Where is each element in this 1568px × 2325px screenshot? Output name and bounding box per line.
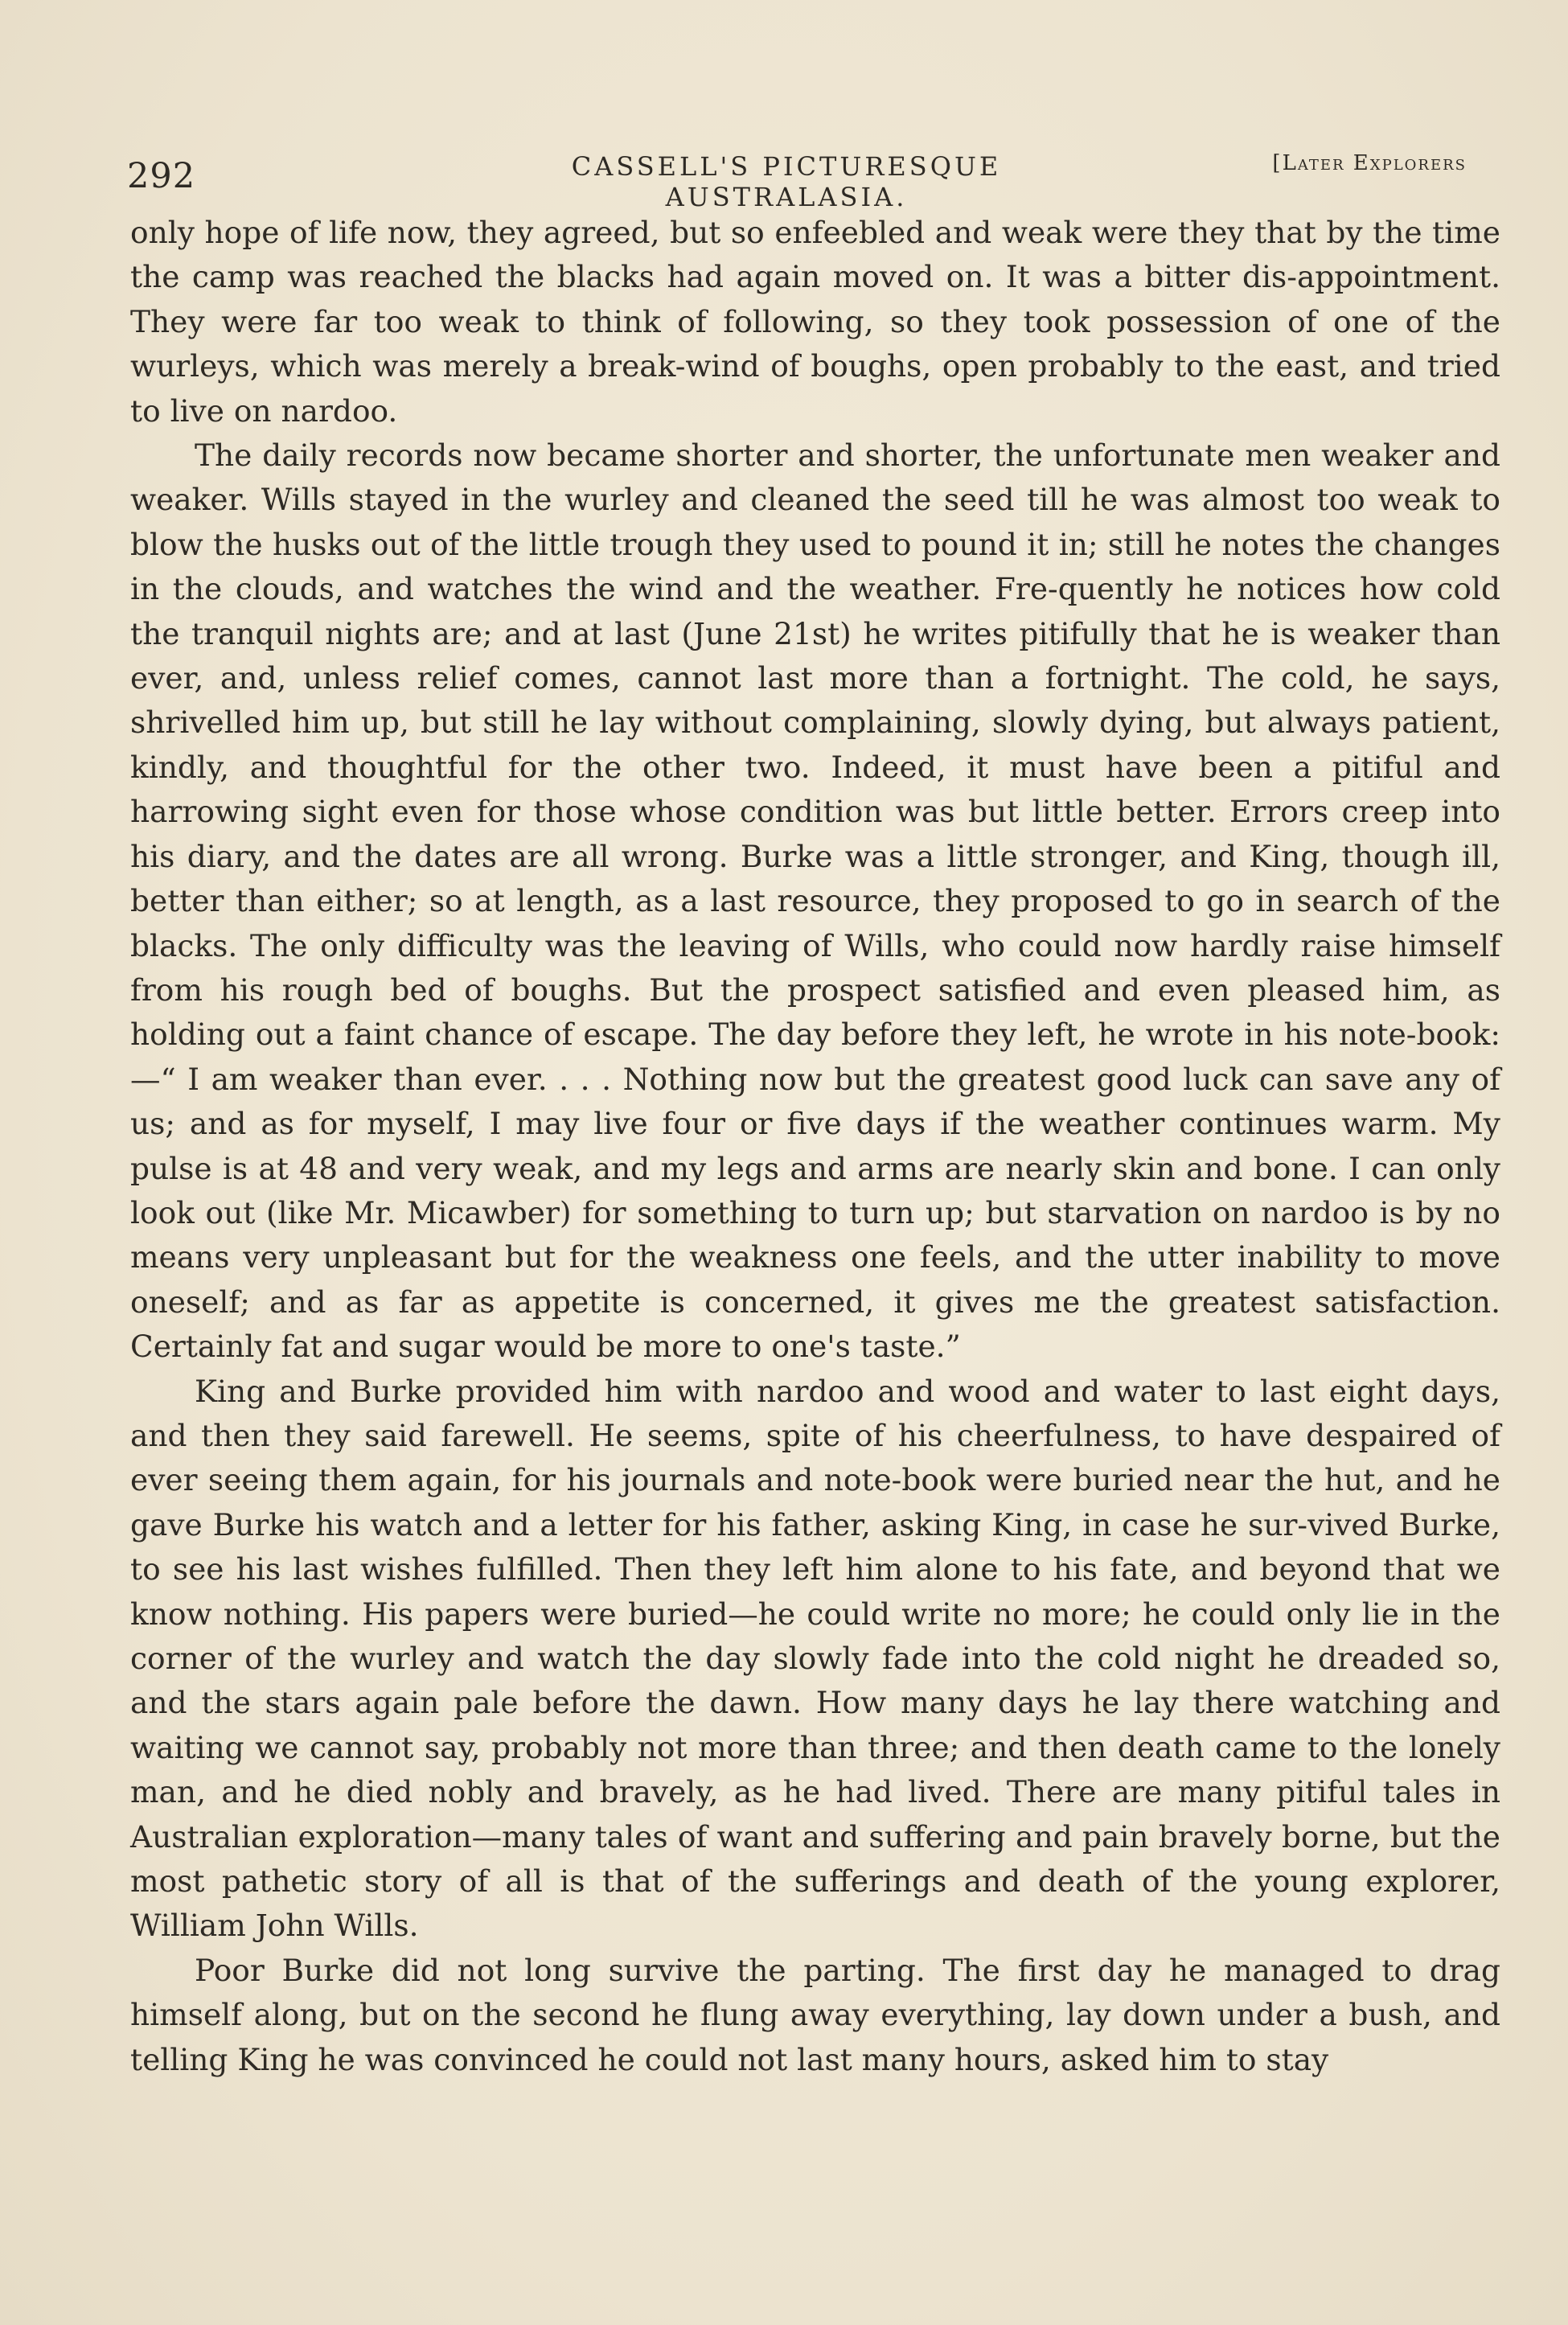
body-text — [130, 211, 1500, 2082]
paragraph: The daily records now became shorter and shorter, the unfortunate men weaker and weaker. Wills stayed in the wurley and cleaned the seed till he was almost too weak to blow the husks out of the little trough they used to pound it in; still he notes the changes in the clouds, and watches the wind and the weather. Fre-quently he notices how cold the tranquil nights are; and at last (June 21st) he writes pitifully that he is weaker than ever, and, unless relief comes, cannot last more than a fortnight. The cold, he says, shrivelled him up, but still he lay without complaining, slowly dying, but always patient, kindly, and thoughtful for the other two. Indeed, it must have been a pitiful and harrowing sight even for those whose condition was but little better. Errors creep into his diary, and the dates are all wrong. Burke was a little stronger, and King, though ill, better than either; so at length, as a last resource, they proposed to go in search of the blacks. The only difficulty was the leaving of Wills, who could now hardly raise himself from his rough bed of boughs. But the prospect satisfied and even pleased him, as holding out a faint chance of escape. The day before they left, he wrote in his note-book:—“ I am weaker than ever. . . . Nothing now but the greatest good luck can save any of us; and as for myself, I may live four or five days if the weather continues warm. My pulse is at 48 and very weak, and my legs and arms are nearly skin and bone. I can only look out (like Mr. Micawber) for something to turn up; but starvation on nardoo is by no means very unpleasant but for the weakness one feels, and the utter inability to move oneself; and as far as appetite is concerned, it gives me the greatest satisfaction. Certainly fat and sugar would be more to one's taste.” — [130, 437, 1500, 1365]
section-tag: [Later Explorers — [1272, 151, 1467, 175]
paragraph-continued: only hope of life now, they agreed, but so enfeebled and weak were they that by the time the camp was reached the blacks had again moved on. It was a bitter dis-appointment. They were far too weak to think of following, so they took possession of one of the wurleys, which was merely a break-wind of boughs, open probably to the east, and tried to live on nardoo. — [130, 215, 1500, 429]
running-title: CASSELL'S PICTURESQUE AUSTRALASIA. — [571, 151, 1002, 212]
page-number: 292 — [127, 156, 196, 196]
paragraph: King and Burke provided him with nardoo and wood and water to last eight days, and then they said farewell. He seems, spite of his cheerfulness, to have despaired of ever seeing them again, for his journals and note-book were buried near the hut, and he gave Burke his watch and a letter for his father, asking King, in case he sur-vived Burke, to see his last wishes fulfilled. Then they left him alone to his fate, and beyond that we know nothing. His papers were buried—he could write no more; he could only lie in the corner of the wurley and watch the day slowly fade into the cold night he dreaded so, and the stars again pale before the dawn. How many days he lay there watching and waiting we cannot say, probably not more than three; and then death came to the lonely man, and he died nobly and bravely, as he had lived. There are many pitiful tales in Australian exploration—many tales of want and suffering and pain bravely borne, but the most pathetic story of all is that of the sufferings and death of the young explorer, William John Wills. — [130, 1373, 1500, 1944]
page-header — [127, 151, 1467, 212]
paragraph: Poor Burke did not long survive the parting. The first day he managed to drag himself along, but on the second he flung away everything, lay down under a bush, and telling King he was convinced he could not last many hours, asked him to stay — [130, 1952, 1500, 2077]
